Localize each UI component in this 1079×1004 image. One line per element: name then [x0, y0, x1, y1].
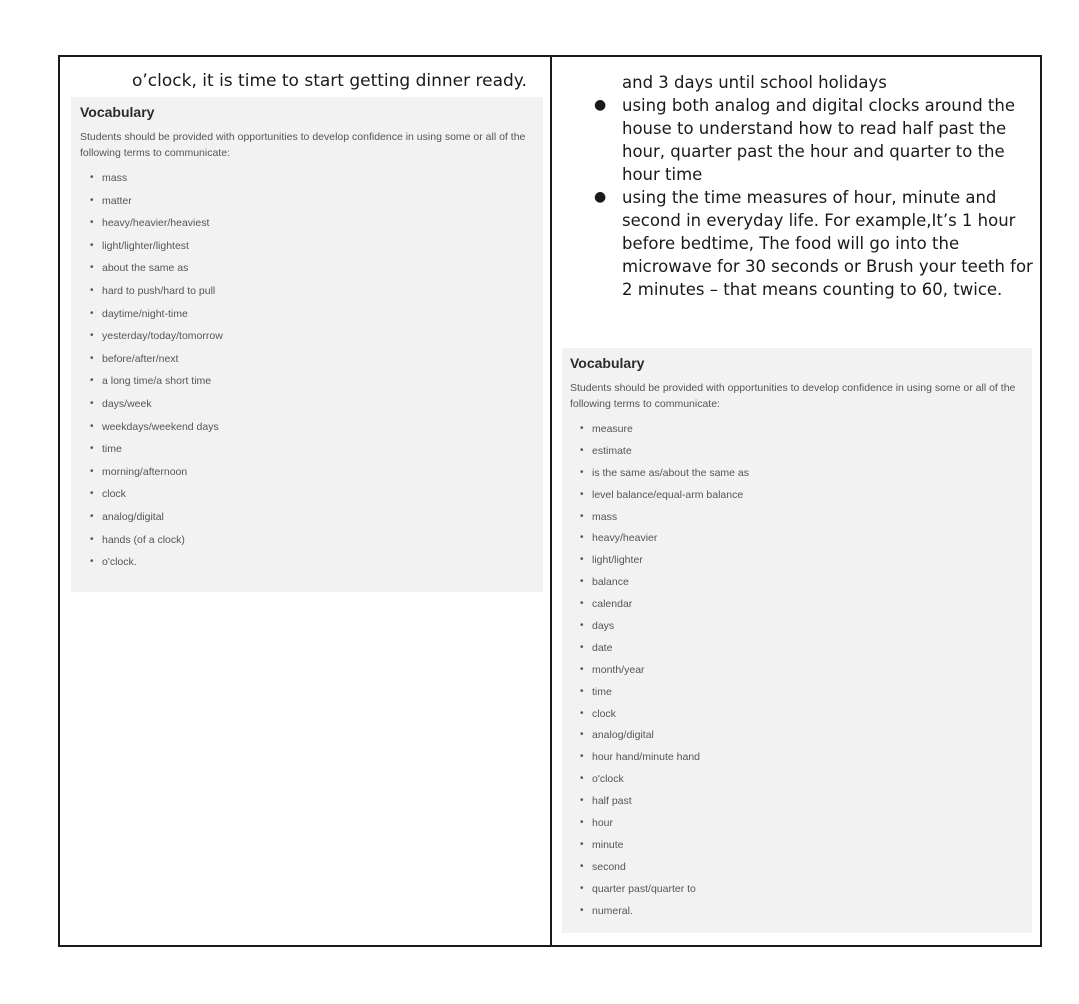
bullet-icon: • — [90, 488, 94, 500]
vocabulary-term: light/lighter/lightest — [102, 239, 189, 252]
list-item — [594, 186, 1034, 301]
vocabulary-term: calendar — [592, 598, 633, 611]
vocabulary-item — [90, 238, 534, 261]
vocabulary-term: a long time/a short time — [102, 375, 212, 388]
bullet-icon: • — [580, 620, 584, 632]
bullet-icon: • — [580, 795, 584, 807]
vocabulary-term: matter — [102, 194, 132, 207]
vocabulary-item — [580, 596, 1024, 618]
vocabulary-intro: Students should be provided with opportunities to develop confidence in using some or all of the following terms to communicate: — [80, 131, 526, 159]
bullet-icon: • — [580, 817, 584, 829]
vocabulary-term: hard to push/hard to pull — [102, 284, 216, 297]
vocabulary-item — [580, 574, 1024, 596]
vocabulary-term: quarter past/quarter to — [592, 882, 696, 895]
bullet-icon: • — [90, 284, 94, 296]
vocabulary-term: estimate — [592, 444, 632, 457]
bullet-icon: • — [580, 423, 584, 434]
bullet-icon: • — [580, 466, 584, 478]
bullet-icon: • — [90, 420, 94, 432]
vocabulary-term: date — [592, 641, 613, 654]
vocabulary-intro: Students should be provided with opportunities to develop confidence in using some or all of the following terms to communicate: — [570, 382, 1016, 410]
vocabulary-item — [90, 373, 534, 396]
vocabulary-item — [580, 618, 1024, 640]
vocabulary-term: hour hand/minute hand — [592, 751, 700, 764]
vocabulary-item — [90, 351, 534, 374]
bullet-icon: • — [90, 352, 94, 364]
vocabulary-item — [90, 328, 534, 351]
vocabulary-term: balance — [592, 576, 629, 589]
vocabulary-item — [580, 421, 1024, 443]
vocabulary-item — [90, 486, 534, 509]
vocabulary-term: weekdays/weekend days — [102, 420, 219, 433]
document-table — [58, 55, 1042, 947]
bullet-icon: • — [580, 904, 584, 916]
bullet-icon: • — [90, 307, 94, 319]
vocabulary-item — [580, 509, 1024, 531]
vocabulary-term: second — [592, 860, 626, 873]
vocabulary-term: o'clock. — [102, 556, 137, 569]
bullet-icon: • — [90, 397, 94, 409]
vocabulary-item — [580, 662, 1024, 684]
vocabulary-item — [580, 859, 1024, 881]
vocabulary-item — [580, 815, 1024, 837]
left-intro-text: o’clock, it is time to start getting dinner ready. — [132, 71, 527, 91]
vocabulary-term: time — [592, 685, 612, 698]
bullet-icon: • — [90, 533, 94, 545]
vocabulary-term: minute — [592, 838, 624, 851]
vocabulary-item — [580, 749, 1024, 771]
vocabulary-item — [580, 443, 1024, 465]
vocabulary-item — [580, 487, 1024, 509]
vocabulary-term: numeral. — [592, 904, 633, 917]
vocabulary-term: daytime/night-time — [102, 307, 188, 320]
vocabulary-item — [90, 283, 534, 306]
vocabulary-term: mass — [102, 172, 128, 184]
vocabulary-term: analog/digital — [592, 729, 654, 742]
right-bullet-list — [594, 94, 1034, 301]
vocabulary-term: yesterday/today/tomorrow — [102, 330, 223, 343]
bullet-icon: • — [90, 465, 94, 477]
bullet-icon: • — [90, 194, 94, 206]
bullet-text: using both analog and digital clocks around the house to understand how to read half past the hour, quarter past the hour and quarter to the hour time — [622, 96, 1016, 184]
vocabulary-item — [580, 684, 1024, 706]
vocabulary-item — [580, 706, 1024, 728]
bullet-icon: • — [580, 707, 584, 719]
bullet-icon: • — [580, 685, 584, 697]
list-item — [594, 94, 1034, 186]
bullet-icon: • — [580, 532, 584, 544]
left-vocabulary-box — [71, 97, 543, 592]
bullet-icon: • — [580, 510, 584, 522]
vocabulary-item — [580, 727, 1024, 749]
vocabulary-item — [580, 465, 1024, 487]
bullet-icon: • — [90, 172, 94, 183]
vocabulary-term: morning/afternoon — [102, 465, 188, 478]
bullet-icon: ● — [594, 189, 607, 205]
vocabulary-term: analog/digital — [102, 510, 164, 523]
bullet-icon: • — [90, 330, 94, 342]
vocabulary-item — [90, 306, 534, 329]
vocabulary-item — [90, 419, 534, 442]
bullet-icon: ● — [594, 97, 607, 113]
bullet-icon: • — [580, 576, 584, 588]
bullet-icon: • — [580, 751, 584, 763]
left-column — [60, 57, 552, 945]
vocabulary-item — [580, 640, 1024, 662]
vocabulary-item — [580, 881, 1024, 903]
bullet-icon: • — [580, 860, 584, 872]
vocabulary-term: o'clock — [592, 773, 624, 786]
vocabulary-item — [90, 193, 534, 216]
vocabulary-item — [580, 793, 1024, 815]
vocabulary-term: before/after/next — [102, 352, 179, 365]
bullet-icon: • — [580, 554, 584, 566]
vocabulary-item — [90, 509, 534, 532]
vocabulary-term: mass — [592, 510, 618, 523]
vocabulary-term: heavy/heavier/heaviest — [102, 217, 210, 230]
vocabulary-heading: Vocabulary — [570, 355, 645, 371]
vocabulary-term: measure — [592, 423, 633, 435]
vocabulary-term: month/year — [592, 663, 645, 676]
vocabulary-list — [80, 170, 534, 577]
bullet-text: using the time measures of hour, minute and second in everyday life. For example,It’s 1 hour before bedtime, The food will go into the microwave for 30 seconds or Brush your teeth for 2 minutes – that means counting to 60, twice. — [622, 188, 1033, 299]
vocabulary-item — [580, 837, 1024, 859]
vocabulary-term: level balance/equal-arm balance — [592, 488, 744, 501]
bullet-icon: • — [580, 773, 584, 785]
vocabulary-item — [580, 903, 1024, 925]
vocabulary-item — [90, 215, 534, 238]
vocabulary-term: clock — [592, 707, 616, 720]
vocabulary-term: hands (of a clock) — [102, 533, 185, 546]
vocabulary-term: time — [102, 443, 122, 456]
vocabulary-item — [90, 554, 534, 577]
vocabulary-item — [90, 532, 534, 555]
bullet-icon: • — [90, 510, 94, 522]
bullet-icon: • — [580, 838, 584, 850]
vocabulary-item — [580, 552, 1024, 574]
bullet-icon: • — [580, 598, 584, 610]
bullet-icon: • — [90, 443, 94, 455]
vocabulary-term: is the same as/about the same as — [592, 466, 750, 479]
bullet-icon: • — [90, 556, 94, 568]
bullet-icon: • — [580, 488, 584, 500]
vocabulary-term: days/week — [102, 397, 152, 410]
vocabulary-heading: Vocabulary — [80, 104, 155, 120]
bullet-icon: • — [580, 444, 584, 456]
bullet-icon: • — [580, 663, 584, 675]
vocabulary-term: clock — [102, 488, 126, 501]
bullet-icon: • — [90, 262, 94, 274]
bullet-icon: • — [580, 882, 584, 894]
right-column — [552, 57, 1040, 945]
vocabulary-item — [90, 441, 534, 464]
vocabulary-term: half past — [592, 795, 632, 808]
vocabulary-list — [570, 421, 1024, 924]
vocabulary-item — [90, 396, 534, 419]
bullet-icon: • — [580, 729, 584, 741]
bullet-icon: • — [90, 239, 94, 251]
bullet-icon: • — [580, 641, 584, 653]
right-intro-text: and 3 days until school holidays — [622, 73, 887, 92]
vocabulary-item — [90, 170, 534, 193]
vocabulary-term: heavy/heavier — [592, 532, 658, 545]
bullet-icon: • — [90, 375, 94, 387]
bullet-icon: • — [90, 217, 94, 229]
vocabulary-term: light/lighter — [592, 554, 643, 567]
vocabulary-item — [580, 530, 1024, 552]
vocabulary-item — [90, 260, 534, 283]
vocabulary-item — [90, 464, 534, 487]
vocabulary-term: about the same as — [102, 262, 189, 275]
right-vocabulary-box — [562, 348, 1032, 933]
vocabulary-term: days — [592, 620, 615, 633]
vocabulary-term: hour — [592, 817, 614, 830]
vocabulary-item — [580, 771, 1024, 793]
